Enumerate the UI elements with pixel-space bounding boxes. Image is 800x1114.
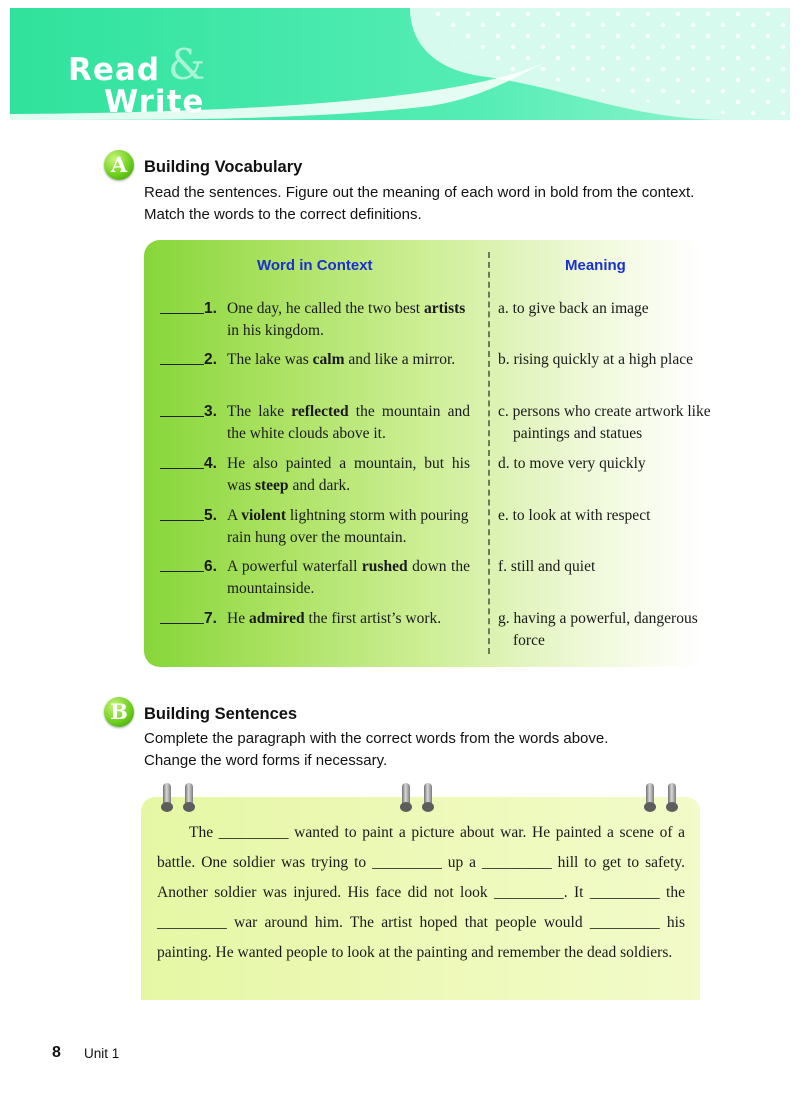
answer-blank[interactable] (160, 313, 204, 314)
item-number: 2. (204, 351, 217, 368)
binder-ring-icon (424, 783, 432, 809)
bold-word: violent (241, 507, 286, 524)
meaning-item: a. to give back an image (498, 300, 649, 317)
bold-word: rushed (361, 558, 408, 575)
binder-ring-icon (668, 783, 676, 809)
answer-blank[interactable] (160, 623, 204, 624)
answer-blank[interactable] (160, 468, 204, 469)
section-a-badge-icon: A (104, 150, 134, 180)
item-number: 3. (204, 403, 217, 420)
meaning-item: c. persons who create artwork like paintings and statues (498, 403, 711, 442)
answer-blank[interactable] (160, 520, 204, 521)
meaning-item: e. to look at with respect (498, 507, 651, 524)
meaning-item: d. to move very quickly (498, 455, 646, 472)
column-divider (488, 252, 490, 654)
section-b-title: Building Sentences (144, 705, 298, 723)
vocab-item (160, 453, 470, 497)
item-number: 1. (204, 300, 217, 317)
meaning-item: f. still and quiet (498, 558, 596, 575)
header-title-write: Write (104, 84, 205, 120)
section-b-badge-icon: B (104, 697, 134, 727)
item-sentence: One day, he called the two best artists in his kingdom. (227, 300, 466, 339)
item-number: 6. (204, 558, 217, 575)
page-number: 8 (52, 1044, 61, 1061)
bold-word: calm (312, 351, 345, 368)
section-a-instructions: Read the sentences. Figure out the meaning of each word in bold from the context. Match the words to the correct definitions. (144, 184, 695, 223)
paragraph-text: The _________ wanted to paint a picture about war. He painted a scene of a battle. One soldier was trying to _________ up a _________ hill to get to safety. Another soldier was injured. His face did not look _________. It _________ the _________ war around him. The artist hoped that people would _________ his painting. He wanted people to look at the painting and remember the dead soldiers. (157, 824, 685, 961)
answer-blank[interactable] (160, 571, 204, 572)
item-number: 4. (204, 455, 217, 472)
binder-ring-icon (163, 783, 171, 809)
item-number: 5. (204, 507, 217, 524)
bold-word: artists (423, 300, 466, 317)
bold-word: admired (248, 610, 305, 627)
header-ampersand: & (168, 40, 206, 89)
meaning-item: g. having a powerful, dangerous force (498, 610, 698, 649)
item-sentence: A powerful waterfall rushed down the mountainside. (227, 558, 470, 597)
section-a-title: Building Vocabulary (144, 158, 303, 176)
bold-word: reflected (291, 403, 349, 420)
header-title-read: Read (68, 52, 161, 88)
vocab-item (160, 556, 470, 600)
vocab-item (160, 401, 470, 445)
item-sentence: The lake was calm and like a mirror. (227, 351, 456, 368)
item-sentence: The lake reflected the mountain and the white clouds above it. (227, 403, 470, 442)
item-sentence: A violent lightning storm with pouring rain hung over the mountain. (227, 507, 469, 546)
section-b-instructions: Complete the paragraph with the correct words from the words above. Change the word forms if necessary. (144, 730, 609, 769)
vocab-item (160, 298, 470, 342)
column-header-word: Word in Context (257, 257, 373, 274)
column-header-meaning: Meaning (565, 257, 626, 274)
meaning-item: b. rising quickly at a high place (498, 351, 693, 368)
vocab-item (160, 505, 470, 549)
binder-ring-icon (646, 783, 654, 809)
binder-ring-icon (402, 783, 410, 809)
fill-in-paragraph (157, 818, 685, 968)
answer-blank[interactable] (160, 416, 204, 417)
answer-blank[interactable] (160, 364, 204, 365)
item-sentence: He also painted a mountain, but his was steep and dark. (227, 455, 470, 494)
item-sentence: He admired the first artist’s work. (227, 610, 442, 627)
binder-ring-icon (185, 783, 193, 809)
unit-label: Unit 1 (84, 1046, 120, 1061)
bold-word: steep (254, 477, 289, 494)
vocab-item (160, 608, 470, 630)
vocab-item (160, 349, 470, 371)
item-number: 7. (204, 610, 217, 627)
